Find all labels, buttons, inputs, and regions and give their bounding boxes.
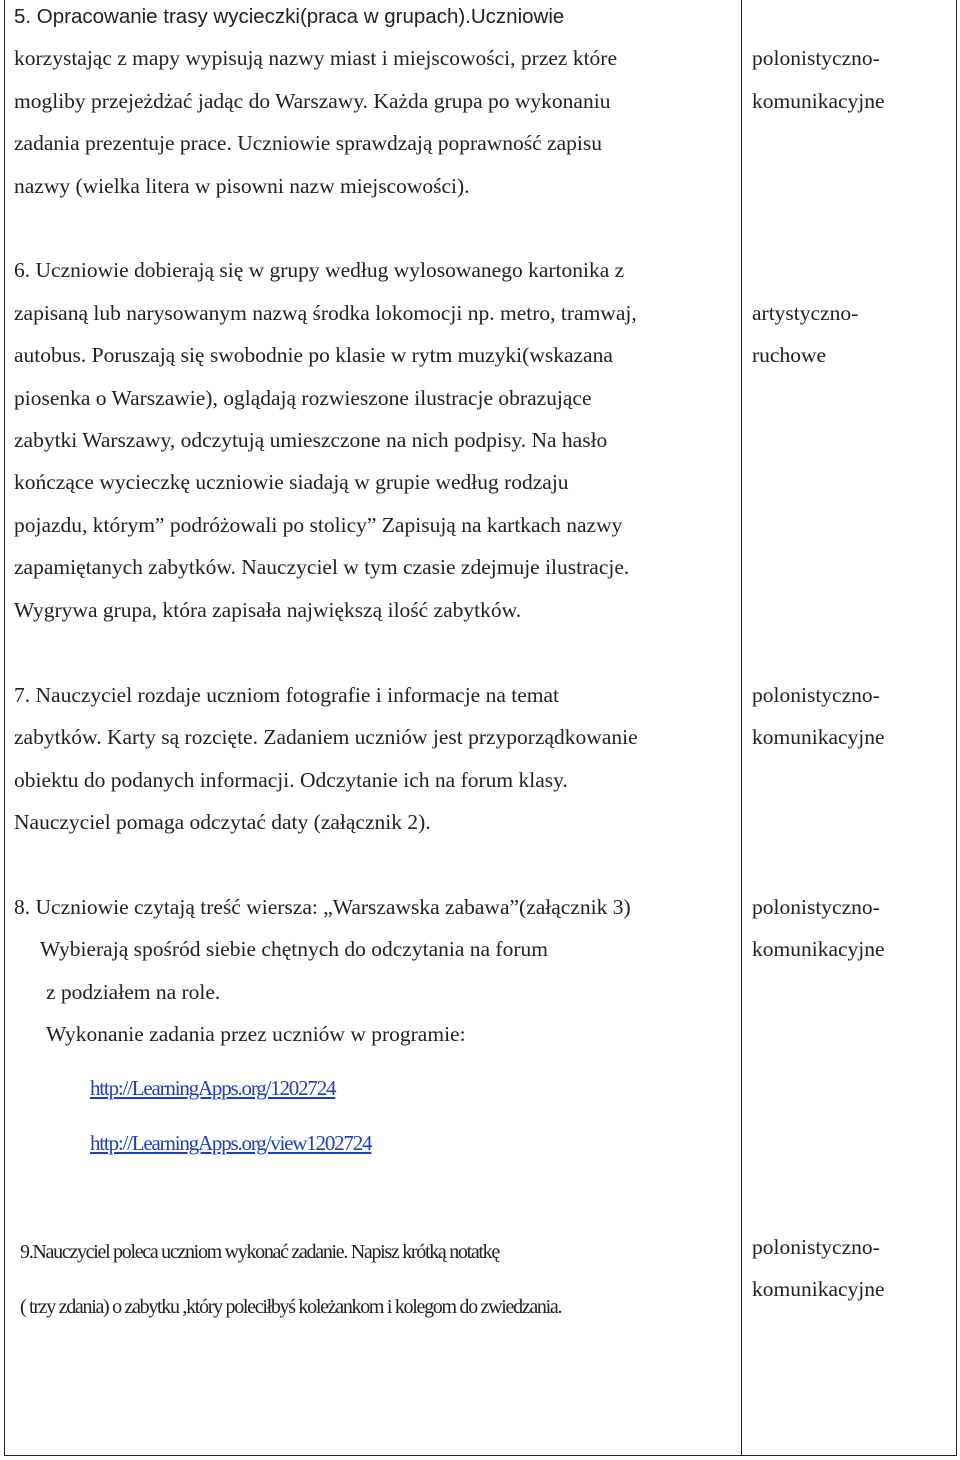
- row9-category-line2: komunikacyjne: [752, 1277, 885, 1301]
- row6-category-line1: artystyczno-: [752, 301, 859, 325]
- row5-line5: nazwy (wielka litera w pisowni nazw miejscowości).: [14, 174, 470, 198]
- learningapps-link-1[interactable]: http://LearningApps.org/1202724: [90, 1076, 336, 1100]
- row7-line4: Nauczyciel pomaga odczytać daty (załącznik 2).: [14, 810, 431, 834]
- learningapps-link-2-wrap: [90, 1128, 371, 1158]
- row7-category-line2: komunikacyjne: [752, 725, 885, 749]
- row8-line3: z podziałem na role.: [46, 980, 221, 1004]
- row6-line7: pojazdu, którym” podróżowali po stolicy” Zapisują na kartkach nazwy: [14, 513, 623, 537]
- row9-line1: 9.Nauczyciel poleca uczniom wykonać zadanie. Napisz krótką notatkę: [20, 1241, 499, 1263]
- row6-line6: kończące wycieczkę uczniowie siadają w grupie według rodzaju: [14, 470, 569, 494]
- row7-line1: 7. Nauczyciel rozdaje uczniom fotografie i informacje na temat: [14, 683, 560, 707]
- row6-line1: 6. Uczniowie dobierają się w grupy według wylosowanego kartonika z: [14, 258, 625, 282]
- row7-line2: zabytków. Karty są rozcięte. Zadaniem uczniów jest przyporządkowanie: [14, 725, 638, 749]
- row8-line4: Wykonanie zadania przez uczniów w programie:: [46, 1022, 466, 1046]
- row5-category-line2: komunikacyjne: [752, 89, 885, 113]
- row5-line2: korzystając z mapy wypisują nazwy miast i miejscowości, przez które: [14, 46, 617, 70]
- row6-line3: autobus. Poruszają się swobodnie po klasie w rytm muzyki(wskazana: [14, 343, 613, 367]
- row5-line3: mogliby przejeżdżać jadąc do Warszawy. Każda grupa po wykonaniu: [14, 89, 611, 113]
- row6-line5: zabytki Warszawy, odczytują umieszczone na nich podpisy. Na hasło: [14, 428, 608, 452]
- row8-category-line2: komunikacyjne: [752, 937, 885, 961]
- row9-category-line1: polonistyczno-: [752, 1235, 880, 1259]
- row5-line4: zadania prezentuje prace. Uczniowie sprawdzają poprawność zapisu: [14, 131, 602, 155]
- row9-line2: ( trzy zdania) o zabytku ,który poleciłbyś koleżankom i kolegom do zwiedzania.: [20, 1296, 562, 1318]
- row6-line4: piosenka o Warszawie), oglądają rozwieszone ilustracje obrazujące: [14, 386, 592, 410]
- row8-line2: Wybierają spośród siebie chętnych do odczytania na forum: [40, 937, 548, 961]
- row6-category-line2: ruchowe: [752, 343, 827, 367]
- row5-category-line1: polonistyczno-: [752, 46, 880, 70]
- row6-line8: zapamiętanych zabytków. Nauczyciel w tym czasie zdejmuje ilustracje.: [14, 555, 630, 579]
- row6-line2: zapisaną lub narysowanym nazwą środka lokomocji np. metro, tramwaj,: [14, 301, 637, 325]
- row8-category-line1: polonistyczno-: [752, 895, 880, 919]
- learningapps-link-1-wrap: [90, 1073, 335, 1103]
- row7-category-line1: polonistyczno-: [752, 683, 880, 707]
- row8-line1: 8. Uczniowie czytają treść wiersza: „Warszawska zabawa”(załącznik 3): [14, 895, 631, 919]
- column-divider: [741, 0, 742, 1456]
- row5-line1: 5. Opracowanie trasy wycieczki(praca w grupach).Uczniowie: [14, 5, 565, 28]
- row6-line9: Wygrywa grupa, która zapisała największą ilość zabytków.: [14, 598, 522, 622]
- row7-line3: obiektu do podanych informacji. Odczytanie ich na forum klasy.: [14, 768, 568, 792]
- learningapps-link-2[interactable]: http://LearningApps.org/view1202724: [90, 1131, 372, 1155]
